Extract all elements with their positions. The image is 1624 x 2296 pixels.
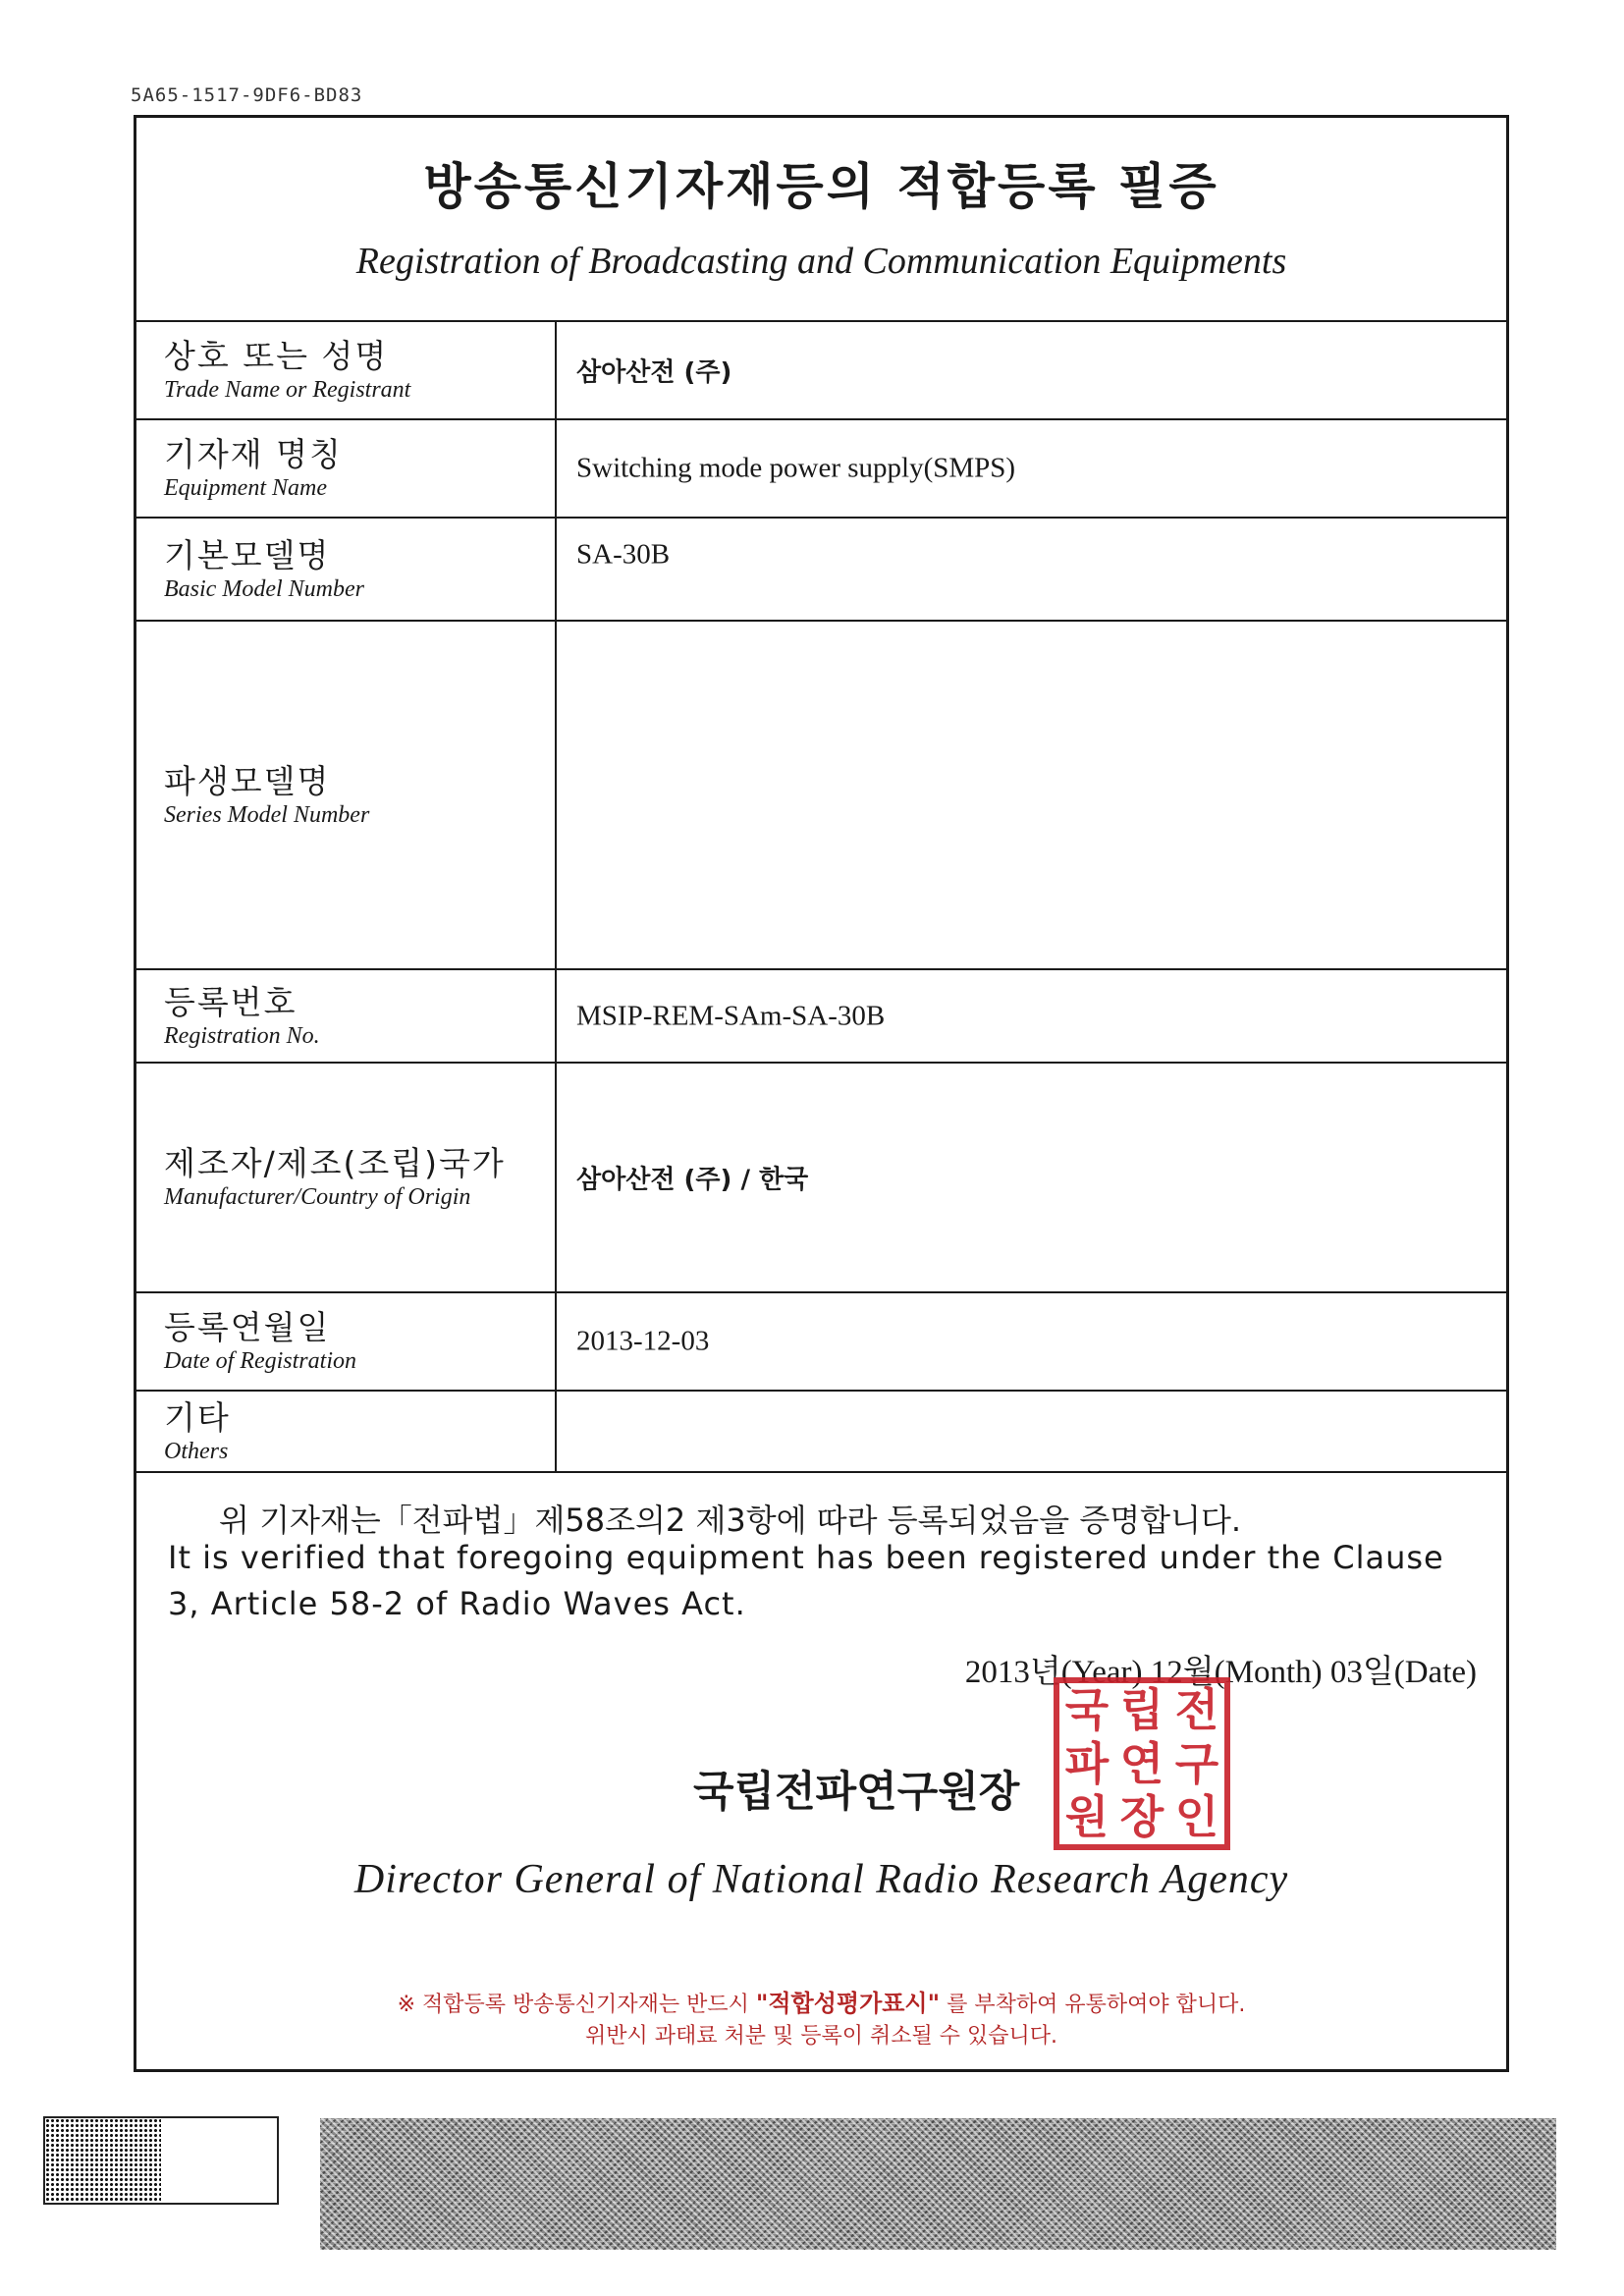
document-id: 5A65-1517-9DF6-BD83	[131, 84, 363, 106]
seal-char: 전	[1174, 1683, 1219, 1736]
certificate-frame	[134, 115, 1509, 2072]
label-korean: 제조자/제조(조립)국가	[164, 1144, 506, 1182]
label-korean: 기타	[164, 1397, 231, 1437]
seal-char: 립	[1119, 1683, 1164, 1736]
label-korean: 등록연월일	[164, 1308, 331, 1346]
seal-char: 연	[1119, 1736, 1164, 1790]
security-noise-strip	[320, 2118, 1556, 2250]
seal-char: 국	[1064, 1683, 1110, 1736]
label-korean: 파생모델명	[164, 761, 331, 800]
issue-date: 2013년(Year) 12월(Month) 03일(Date)	[964, 1655, 1477, 1690]
notice-emphasis: "적합성평가표시"	[755, 1990, 941, 2017]
row-series-model	[136, 620, 1506, 968]
row-registration-date	[136, 1291, 1506, 1390]
row-manufacturer	[136, 1062, 1506, 1291]
value-equipment-name: Switching mode power supply(SMPS)	[576, 452, 1016, 484]
signer-title-english: Director General of National Radio Research Agency	[353, 1857, 1289, 1902]
label-korean: 기본모델명	[164, 535, 331, 574]
notice-prefix: ※ 적합등록 방송통신기자재는 반드시	[397, 1993, 749, 2017]
row-others	[136, 1390, 1506, 1471]
seal-char: 장	[1119, 1790, 1164, 1844]
certification-statement-korean: 위 기자재는「전파법」제58조의2 제3항에 따라 등록되었음을 증명합니다.	[219, 1502, 1242, 1539]
notice-suffix: 를 부착하여 유통하여야 합니다.	[947, 1993, 1246, 2017]
signer-title-korean: 국립전파연구원장	[693, 1768, 1020, 1817]
label-english: Registration No.	[164, 1022, 320, 1049]
notice-line-2: 위반시 과태료 처분 및 등록이 취소될 수 있습니다.	[585, 2024, 1057, 2049]
row-registration-no	[136, 968, 1506, 1062]
value-trade-name: 삼아산전 (주)	[576, 357, 732, 388]
official-seal	[1054, 1677, 1230, 1850]
row-basic-model	[136, 517, 1506, 620]
label-english: Others	[164, 1438, 229, 1464]
notice-line-1	[136, 1984, 1506, 2018]
row-equipment-name	[136, 418, 1506, 517]
label-english: Trade Name or Registrant	[164, 377, 411, 403]
label-english: Equipment Name	[164, 475, 327, 501]
value-registration-date: 2013-12-03	[576, 1325, 710, 1357]
label-english: Manufacturer/Country of Origin	[164, 1184, 471, 1210]
label-english: Date of Registration	[164, 1348, 356, 1374]
label-english: Basic Model Number	[164, 575, 364, 602]
title-korean: 방송통신기자재등의 적합등록 필증	[423, 158, 1219, 215]
seal-char: 원	[1064, 1790, 1110, 1844]
value-registration-no: MSIP-REM-SAm-SA-30B	[576, 1000, 886, 1031]
label-korean: 기자재 명칭	[164, 435, 343, 473]
table-bottom-divider	[136, 1471, 1506, 1473]
value-manufacturer: 삼아산전 (주) / 한국	[576, 1165, 809, 1195]
label-english: Series Model Number	[164, 801, 370, 828]
seal-char: 인	[1174, 1790, 1219, 1844]
certification-statement-english: It is verified that foregoing equipment has been registered under the Clause 3, Article 58-2 of Radio Waves Act.	[168, 1539, 1444, 1622]
security-code-box	[43, 2116, 279, 2205]
seal-char: 파	[1064, 1736, 1110, 1790]
value-basic-model: SA-30B	[576, 538, 671, 571]
title-english: Registration of Broadcasting and Communication Equipments	[355, 241, 1287, 282]
seal-char: 구	[1174, 1736, 1219, 1790]
label-korean: 상호 또는 성명	[164, 337, 389, 375]
security-dot-pattern	[45, 2118, 161, 2203]
row-trade-name	[136, 320, 1506, 418]
label-korean: 등록번호	[164, 982, 298, 1021]
